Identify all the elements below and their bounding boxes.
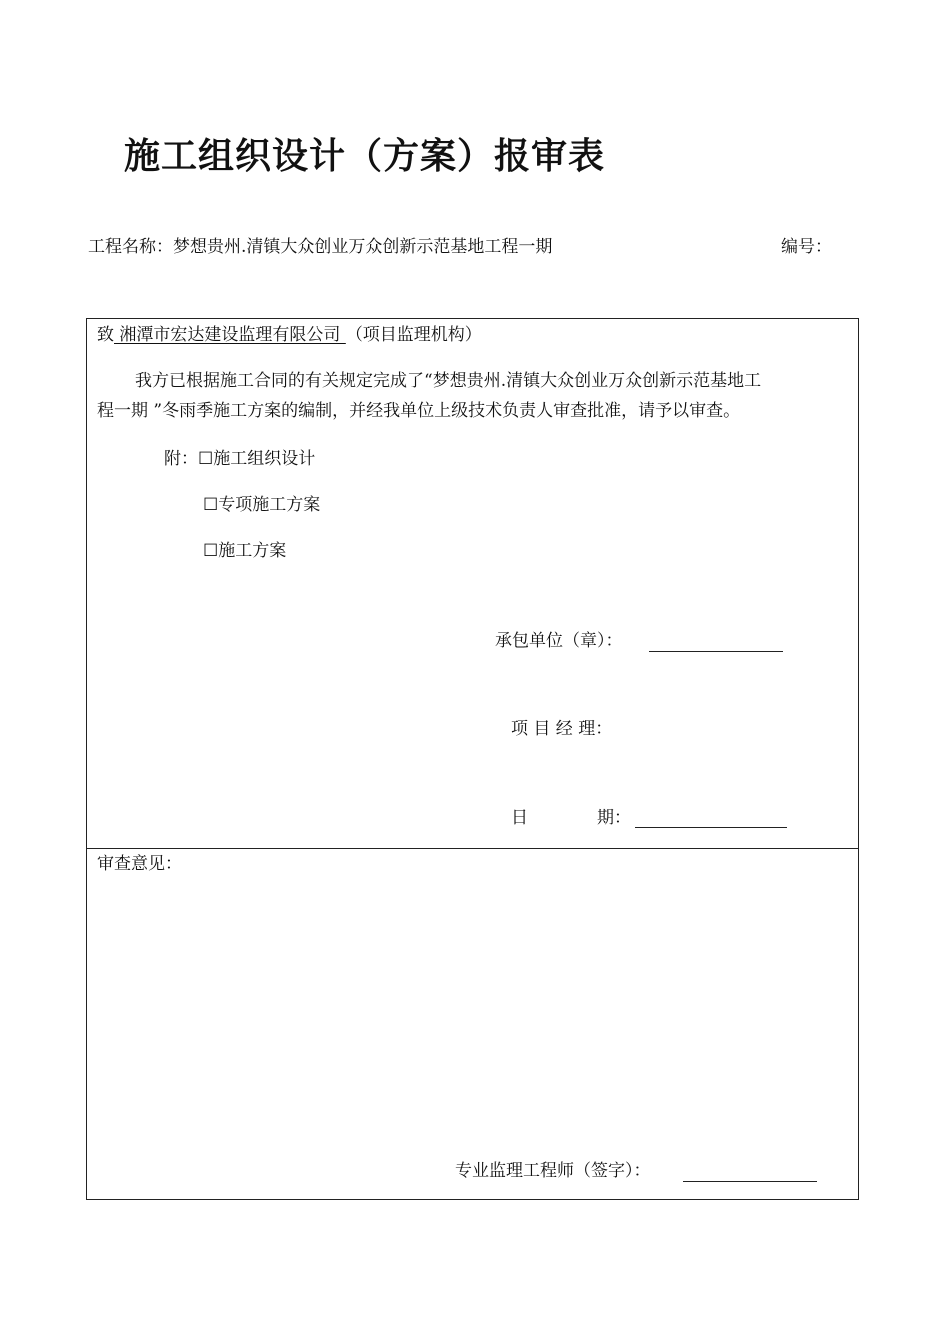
project-name-row — [88, 232, 552, 257]
attachment-item-2: 专项施工方案 — [218, 495, 321, 515]
body-line-1: 我方已根据施工合同的有关规定完成了“梦想贵州.清镇大众创业万众创新示范基地工 — [135, 371, 762, 391]
addressee-prefix: 致 — [97, 325, 114, 345]
body-line-2: 程一期 ”冬雨季施工方案的编制，并经我单位上级技术负责人审查批准，请予以审查。 — [97, 401, 741, 421]
checkbox-icon[interactable]: ☐ — [198, 449, 214, 469]
supervising-engineer-label: 专业监理工程师（签字）： — [455, 1161, 651, 1181]
date-line[interactable] — [635, 827, 787, 828]
attachment-item-3: 施工方案 — [218, 541, 287, 561]
project-name-label: 工程名称： — [88, 237, 173, 257]
form-title: 施工组织设计（方案）报审表 — [124, 136, 606, 177]
checkbox-icon[interactable]: ☐ — [203, 495, 219, 515]
attachment-item-1: 施工组织设计 — [213, 449, 316, 469]
attachment-row-1 — [164, 447, 315, 471]
project-name-value: 梦想贵州.清镇大众创业万众创新示范基地工程一期 — [173, 237, 553, 257]
addressee-row — [97, 323, 482, 347]
review-opinion-label: 审查意见： — [97, 854, 182, 874]
project-manager-label: 项 目 经 理： — [511, 719, 613, 739]
attachment-label: 附： — [164, 449, 198, 469]
attachment-row-2 — [203, 493, 320, 517]
submission-form — [86, 318, 859, 1200]
addressee-org: 湘潭市宏达建设监理有限公司 — [114, 325, 346, 345]
engineer-signature-line[interactable] — [683, 1181, 817, 1182]
addressee-suffix: （项目监理机构） — [345, 325, 482, 345]
section-divider — [87, 848, 858, 849]
contractor-label: 承包单位（章）： — [495, 631, 623, 651]
contractor-signature-line[interactable] — [649, 651, 783, 652]
form-number-label: 编号： — [781, 237, 832, 257]
date-label-day: 日 — [511, 808, 528, 828]
date-label-period: 期： — [597, 808, 631, 828]
attachment-row-3 — [203, 539, 286, 563]
checkbox-icon[interactable]: ☐ — [203, 541, 219, 561]
